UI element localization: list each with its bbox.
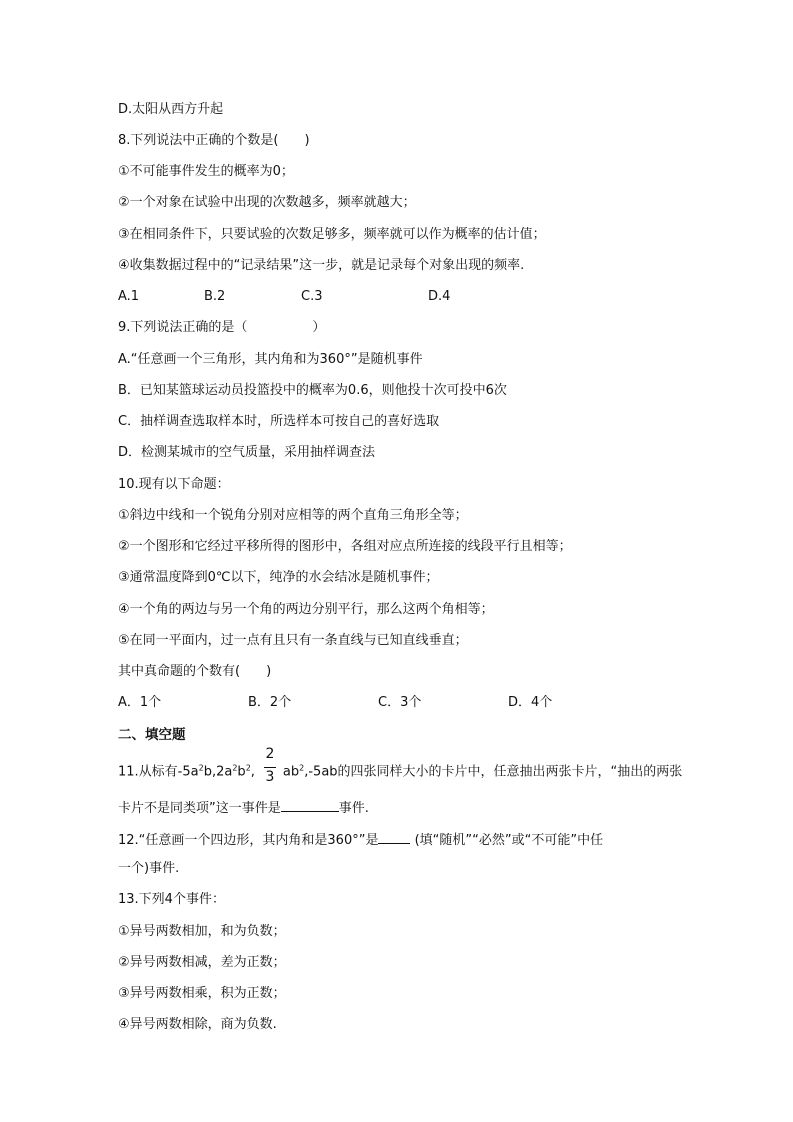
q13-event-2: ②异号两数相减，差为正数； [118, 955, 286, 970]
q8-statement-1: ①不可能事件发生的概率为0； [118, 164, 294, 179]
q11-line2-text: 卡片不是同类项”这一事件是 [118, 801, 281, 816]
q8-option-a: A.1 [118, 289, 140, 304]
q11-exponent: 2 [299, 763, 305, 773]
q11-exponent: 2 [232, 763, 238, 773]
q11-text-end: ,-5ab的四张同样大小的卡片中，任意抽出两张卡片，“抽出的两张 [304, 764, 683, 780]
q8-option-d: D.4 [428, 289, 451, 304]
q8-option-b: B.2 [204, 289, 226, 304]
q12-text-end: (填“随机”“必然”或“不可能”中任 [414, 833, 604, 848]
q7-option-d: D.太阳从西方升起 [118, 102, 224, 117]
q10-proposition-5: ⑤在同一平面内，过一点有且只有一条直线与已知直线垂直； [118, 633, 468, 648]
question-9: 9.下列说法正确的是（ ） [118, 320, 326, 335]
fraction-denominator: 3 [265, 769, 275, 785]
fraction-bar [264, 767, 276, 768]
q10-option-d: D．4个 [508, 695, 553, 710]
q11-line2-end: 事件. [338, 801, 369, 816]
q8-option-c: C.3 [301, 289, 323, 304]
question-12-line-2: 一个)事件. [118, 861, 180, 876]
question-13: 13.下列4个事件： [118, 892, 225, 907]
q11-exponent: 2 [198, 763, 204, 773]
q11-text: ab [282, 764, 300, 780]
question-11-line-1 [118, 746, 683, 785]
q11-text: b,2a [203, 764, 233, 780]
section-heading-fill-in: 二、填空题 [118, 727, 186, 743]
question-12-line-1 [118, 829, 603, 850]
question-10: 10.现有以下命题： [118, 477, 230, 492]
q11-text: b [237, 764, 246, 780]
q10-option-c: C．3个 [378, 695, 422, 710]
q10-option-b: B．2个 [248, 695, 292, 710]
q11-exponent: 2 [245, 763, 251, 773]
q10-proposition-2: ②一个图形和它经过平移所得的图形中，各组对应点所连接的线段平行且相等； [118, 539, 572, 554]
q9-option-a: A.“任意画一个三角形，其内角和为360°”是随机事件 [118, 352, 423, 367]
q13-event-1: ①异号两数相加，和为负数； [118, 924, 286, 939]
q8-statement-2: ②一个对象在试验中出现的次数越多，频率就越大； [118, 195, 416, 210]
q11-answer-blank[interactable] [281, 797, 339, 812]
q10-proposition-1: ①斜边中线和一个锐角分别对应相等的两个直角三角形全等； [118, 508, 468, 523]
q9-option-b: B．已知某篮球运动员投篮投中的概率为0.6，则他投十次可投中6次 [118, 383, 507, 398]
q12-text-start: 12.“任意画一个四边形，其内角和是360°”是 [118, 833, 379, 848]
fraction-numerator: 2 [265, 746, 275, 762]
q10-question: 其中真命题的个数有( ) [118, 664, 272, 679]
q9-option-c: C．抽样调查选取样本时，所选样本可按自己的喜好选取 [118, 414, 440, 429]
q13-event-3: ③异号两数相乘，积为正数； [118, 986, 286, 1001]
q12-answer-blank[interactable] [378, 829, 410, 844]
q8-statement-4: ④收集数据过程中的“记录结果”这一步，就是记录每个对象出现的频率. [118, 258, 525, 273]
q10-proposition-3: ③通常温度降到0℃以下，纯净的水会结冰是随机事件； [118, 570, 439, 585]
q10-option-a: A．1个 [118, 695, 162, 710]
q11-fraction [263, 746, 277, 785]
question-11-line-2 [118, 797, 369, 818]
q9-option-d: D．检测某城市的空气质量，采用抽样调查法 [118, 445, 376, 460]
q11-text-start: 11.从标有-5a [118, 764, 199, 780]
q8-statement-3: ③在相同条件下，只要试验的次数足够多，频率就可以作为概率的估计值； [118, 227, 546, 242]
question-8: 8.下列说法中正确的个数是( ) [118, 133, 310, 148]
q10-proposition-4: ④一个角的两边与另一个角的两边分别平行，那么这两个角相等； [118, 602, 494, 617]
q13-event-4: ④异号两数相除，商为负数. [118, 1017, 277, 1032]
q11-separator: , [250, 764, 255, 780]
